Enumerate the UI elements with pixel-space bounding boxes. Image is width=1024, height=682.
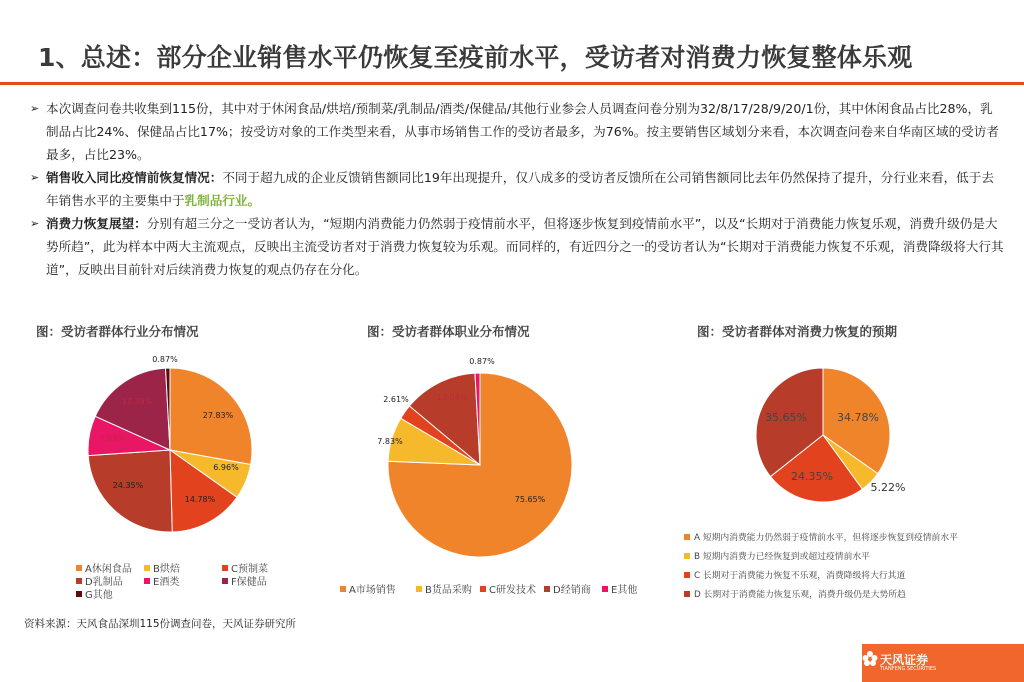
legend-label: B烘焙 — [153, 564, 180, 575]
expectation-legend — [684, 530, 958, 606]
legend-item — [684, 568, 958, 587]
legend-label: F保健品 — [231, 577, 267, 588]
legend-swatch — [602, 586, 608, 592]
legend-swatch — [684, 534, 690, 540]
legend-swatch — [76, 578, 82, 584]
pie-data-label: 7.83% — [99, 434, 125, 443]
pie-data-label: 27.83% — [202, 411, 234, 420]
legend-item — [76, 586, 113, 601]
bullet-highlight: 乳制品行业。 — [184, 193, 261, 208]
pie-data-label: 2.61% — [383, 395, 409, 404]
legend-swatch — [222, 578, 228, 584]
legend-swatch — [76, 591, 82, 597]
legend-label: A休闲食品 — [85, 564, 132, 575]
pie-data-label: 75.65% — [514, 495, 546, 504]
pie-data-label: 7.83% — [377, 437, 403, 446]
page-title: 1、总述：部分企业销售水平仍恢复至疫前水平，受访者对消费力恢复整体乐观 — [38, 43, 913, 72]
legend-item — [144, 573, 179, 588]
legend-label: G其他 — [85, 590, 113, 601]
legend-item — [416, 581, 472, 596]
brand-subtitle: TIANFENG SECURITIES — [880, 666, 937, 672]
occupation-legend — [340, 581, 650, 595]
legend-item — [602, 581, 637, 596]
legend-swatch — [222, 565, 228, 571]
legend-item — [340, 581, 396, 596]
legend-swatch — [480, 586, 486, 592]
legend-label: A 短期内消费能力仍然弱于疫情前水平，但将逐步恢复到疫情前水平 — [694, 533, 958, 543]
legend-swatch — [544, 586, 550, 592]
legend-label: B货品采购 — [425, 585, 472, 596]
legend-label: B 短期内消费力已经恢复到或超过疫情前水平 — [694, 552, 870, 562]
source-note: 资料来源：天风食品深圳115份调查问卷，天风证券研究所 — [24, 618, 297, 630]
legend-label: D 长期对于消费能力恢复乐观，消费升级仍是大势所趋 — [694, 590, 906, 600]
pie-data-label: 17.39% — [121, 397, 153, 406]
chart-title-expectation: 图：受访者群体对消费力恢复的预期 — [697, 324, 898, 339]
chart-title-industry: 图：受访者群体行业分布情况 — [36, 324, 199, 339]
legend-swatch — [684, 591, 690, 597]
industry-legend — [76, 560, 306, 602]
pie-slice — [88, 450, 172, 532]
arrow-bullet-icon: ➢ — [30, 217, 40, 230]
legend-label: C预制菜 — [231, 564, 268, 575]
legend-swatch — [144, 578, 150, 584]
legend-item — [222, 573, 267, 588]
legend-item — [684, 530, 958, 549]
pie-data-label: 0.87% — [469, 357, 495, 366]
arrow-bullet-icon: ➢ — [30, 102, 40, 115]
bullet-text: 本次调查问卷共收集到115份，其中对于休闲食品/烘培/预制菜/乳制品/酒类/保健品/其他行业参会人员调查问卷分别为32/8/17/28/9/20/1份，其中休闲食品占比28%，乳制品占比24%、保健品占比17%；按受访对象的工作类型来看，从事市场销售工作的受访者最多，为76%。按主要销售区域划分来看，本次调查问卷来自华南区域的受访者最多，占比23%。 — [46, 101, 999, 162]
pie-data-label: 24.35% — [791, 470, 833, 483]
bullet-heading: 销售收入同比疫情前恢复情况： — [46, 170, 223, 185]
legend-label: E酒类 — [153, 577, 180, 588]
legend-item — [480, 581, 536, 596]
flower-logo-icon — [862, 650, 878, 668]
pie-data-label: 24.35% — [112, 481, 144, 490]
pie-data-label: 35.65% — [765, 411, 807, 424]
legend-label: A市场销售 — [349, 585, 396, 596]
pie-data-label: 13.04% — [436, 393, 468, 402]
legend-item — [544, 581, 591, 596]
legend-swatch — [684, 553, 690, 559]
pie-data-label: 6.96% — [213, 463, 239, 472]
legend-item — [684, 587, 958, 606]
arrow-bullet-icon: ➢ — [30, 171, 40, 184]
legend-swatch — [76, 565, 82, 571]
legend-swatch — [416, 586, 422, 592]
bullet-text: 不同于超九成的企业反馈销售额同比19年出现提升，仅八成多的受访者反馈所在公司销售额同比去年仍然保持了提升，分行业来看，低于去年销售水平的主要集中于 — [46, 170, 994, 208]
legend-label: C研发技术 — [489, 585, 536, 596]
pie-data-label: 5.22% — [870, 481, 906, 494]
legend-label: E其他 — [611, 585, 638, 596]
legend-label: C 长期对于消费能力恢复不乐观，消费降级将大行其道 — [694, 571, 906, 581]
legend-swatch — [340, 586, 346, 592]
legend-item — [684, 549, 958, 568]
pie-data-label: 34.78% — [837, 411, 879, 424]
pie-data-label: 0.87% — [152, 355, 178, 364]
pie-data-label: 14.78% — [184, 495, 216, 504]
bullet-text: 分别有超三分之一受访者认为，“短期内消费能力仍然弱于疫情前水平，但将逐步恢复到疫情前水平”，以及“长期对于消费能力恢复乐观，消费升级仍是大势所趋”，此为样本中两大主流观点，反映出主流受访者对于消费力恢复较为乐观。而同样的，有近四分之一的受访者认为“长期对于消费能力恢复不乐观，消费降级将大行其道”，反映出目前针对后续消费力恢复的观点仍存在分化。 — [46, 216, 1004, 277]
legend-label: D经销商 — [553, 585, 591, 596]
bullet-heading: 消费力恢复展望： — [46, 216, 147, 231]
chart-title-occupation: 图：受访者群体职业分布情况 — [367, 324, 530, 339]
brand-name: 天风证券 — [880, 653, 929, 667]
legend-swatch — [684, 572, 690, 578]
legend-label: D乳制品 — [85, 577, 123, 588]
legend-swatch — [144, 565, 150, 571]
